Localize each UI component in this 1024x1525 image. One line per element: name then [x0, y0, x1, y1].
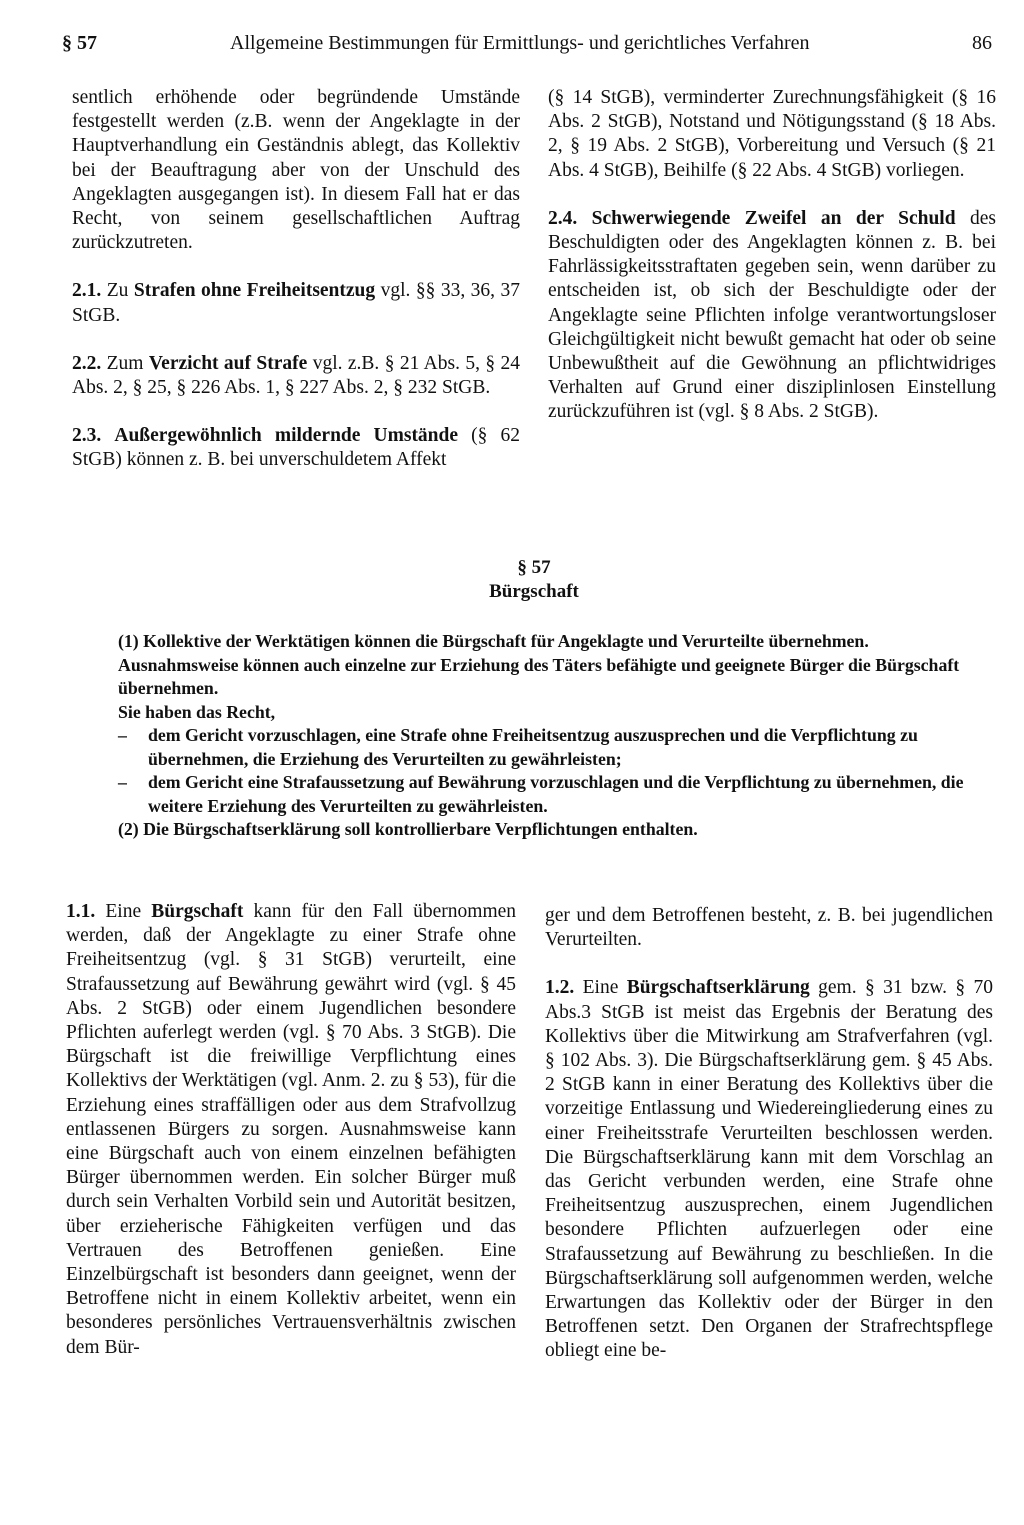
bold-term: Verzicht auf Strafe [148, 352, 308, 374]
paragraph: sentlich erhöhende oder begründende Umstände festgestellt werden (z.B. wenn der Angeklagte in der Hauptverhandlung ein Geständnis ablegt, das Kollektiv bei der Beauftragung aber von der Unschuld des Angeklagten ausgegangen ist). In diesem Fall hat er das Recht, von seinem gesellschaftlichen Auftrag zurückzutreten. [72, 87, 520, 254]
paragraph-1-2: 1.2. Eine Bürgschaftserklärung gem. § 31 bzw. § 70 Abs.3 StGB ist meist das Ergebnis der Beratung des Kollektivs über die Mitwirkung am Strafverfahren (vgl. § 102 Abs. 3). Die Bürgschaftserklärung gem. § 45 Abs. 2 StGB kann in einer Beratung des Kollektivs über die vorzeitige Entlassung und Wiedereingliederung eines zu einer Freiheitsstrafe Verurteilten beschlossen werden. Die Bürgschaftserklärung kann mit dem Vorschlag an das Gericht verbunden werden, eine Strafe ohne Freiheitsentzug auszusprechen, einem Jugendlichen besondere Pflichten aufzuerlegen oder eine Strafaussetzung auf Bewährung zu beschließen. In die Bürgschaftserklärung soll aufgenommen werden, welche Erwartungen das Kollektiv oder der Bürger in den Betroffenen setzt. Den Organen der Strafrechtspflege obliegt eine be- [545, 977, 993, 1362]
law-section-title: Bürgschaft [489, 581, 579, 602]
bold-term: Bürgschaft [151, 901, 244, 922]
paragraph-number: 1.2. [545, 977, 575, 999]
paragraph-2-1: 2.1. Zu Strafen ohne Freiheitsentzug vgl. §§ 33, 36, 37 StGB. [72, 280, 521, 326]
page-header [62, 32, 992, 62]
paragraph-number: 2.1. [72, 280, 102, 302]
paragraph-2-4: 2.4. Schwerwiegende Zweifel an der Schuld des Beschuldigten oder des Angeklagten können z. B. bei Fahrlässigkeitsstraftaten gegeben sein, wenn darüber zu entscheiden ist, ob sich der Beschuldigte oder der Angeklagte seine Pflichten infolge verantwortungsloser Gleichgültigkeit nicht bewußt gemacht hat oder ob seine Unbewußtheit auf die Gewöhnung an pflichtwidriges Verhalten auf Grund einer disziplinlosen Einstellung zurückzuführen ist (vgl. § 8 Abs. 2 StGB). [548, 207, 996, 423]
bold-term: Bürgschaftserklärung [626, 977, 810, 999]
bottom-left-column [66, 900, 516, 1360]
paragraph-number: 1.1. [66, 901, 96, 922]
law-paragraph-2: (2) Die Bürgschaftserklärung soll kontrollierbare Verpflichtungen enthalten. [118, 819, 698, 839]
header-section: § 57 [62, 32, 97, 54]
paragraph: (§ 14 StGB), verminderter Zurechnungsfähigkeit (§ 16 Abs. 2 StGB), Notstand und Nötigungsstand (§ 18 Abs. 2, § 19 Abs. 2 StGB), Vorbereitung und Versuch (§ 21 Abs. 4 StGB), Beihilfe (§ 22 Abs. 4 StGB) vorliegen. [548, 87, 996, 181]
law-section-number: § 57 [517, 557, 551, 578]
paragraph-number: 2.3. [72, 425, 102, 447]
top-right-column [548, 86, 996, 425]
paragraph-2-2: 2.2. Zum Verzicht auf Strafe vgl. z.B. § 21 Abs. 5, § 24 Abs. 2, § 25, § 226 Abs. 1, § 227 Abs. 2, § 232 StGB. [72, 352, 520, 399]
law-rights-intro: Sie haben das Recht, [118, 701, 276, 722]
paragraph-number: 2.4. [548, 207, 578, 229]
dash-marker: – [118, 772, 127, 792]
dash-marker: – [118, 725, 127, 745]
header-title: Allgemeine Bestimmungen für Ermittlungs- und gerichtliches Verfahren [230, 32, 810, 54]
bold-term: Schwerwiegende Zweifel an der Schuld [591, 207, 956, 229]
bold-term: Strafen ohne Freiheitsentzug [133, 280, 376, 302]
paragraph: ger und dem Betroffenen besteht, z. B. bei jugendlichen Verurteilten. [545, 905, 993, 951]
law-list-item: – dem Gericht vorzuschlagen, eine Strafe ohne Freiheitsentzug auszusprechen und die Verpflichtung zu übernehmen, die Erziehung des Verurteilten zu gewährleisten; [118, 725, 918, 769]
top-left-column [72, 86, 520, 473]
paragraph-2-3: 2.3. Außergewöhnlich mildernde Umstände (§ 62 StGB) können z. B. bei unverschuldetem Affekt [72, 425, 521, 471]
law-text [118, 630, 968, 842]
bold-term: Außergewöhnlich mildernde Umstände [114, 425, 459, 447]
page-number: 86 [972, 32, 992, 54]
law-paragraph-1: (1) Kollektive der Werktätigen können die Bürgschaft für Angeklagte und Verurteilte übernehmen. Ausnahmsweise können auch einzelne zur Erziehung des Täters befähigte und geeignete Bürger die Bürgschaft übernehmen. [118, 631, 960, 698]
bottom-right-column [545, 904, 993, 1364]
law-list-item: – dem Gericht eine Strafaussetzung auf Bewährung vorzuschlagen und die Verpflichtung zu übernehmen, die weitere Erziehung des Verurteilten zu gewährleisten. [118, 772, 964, 816]
paragraph-1-1: 1.1. Eine Bürgschaft kann für den Fall übernommen werden, daß der Angeklagte zu einer Strafe ohne Freiheitsentzug (vgl. § 31 StGB) verurteilt, eine Strafaussetzung auf Bewährung gewährt wird (vgl. § 45 Abs. 2 StGB) oder einem Jugendlichen besondere Pflichten auferlegt werden (vgl. § 70 Abs. 3 StGB). Die Bürgschaft ist die freiwillige Verpflichtung eines Kollektivs der Werktätigen (vgl. Anm. 2. zu § 53), für die Erziehung eines straffälligen oder aus dem Strafvollzug entlassenen Bürgers zu sorgen. Ausnahmsweise kann eine Bürgschaft auch von einem einzelnen befähigten Bürger übernommen werden. Ein solcher Bürger muß durch sein Verhalten Vorbild sein und Autorität besitzen, über erzieherische Fähigkeiten verfügen und das Vertrauen des Betroffenen genießen. Eine Einzelbürgschaft ist besonders dann geeignet, wenn der Betroffene nicht in einem Kollektiv arbeitet, wenn ein besonderes persönliches Vertrauensverhältnis zwischen dem Bür- [66, 901, 517, 1358]
paragraph-number: 2.2. [72, 352, 102, 374]
